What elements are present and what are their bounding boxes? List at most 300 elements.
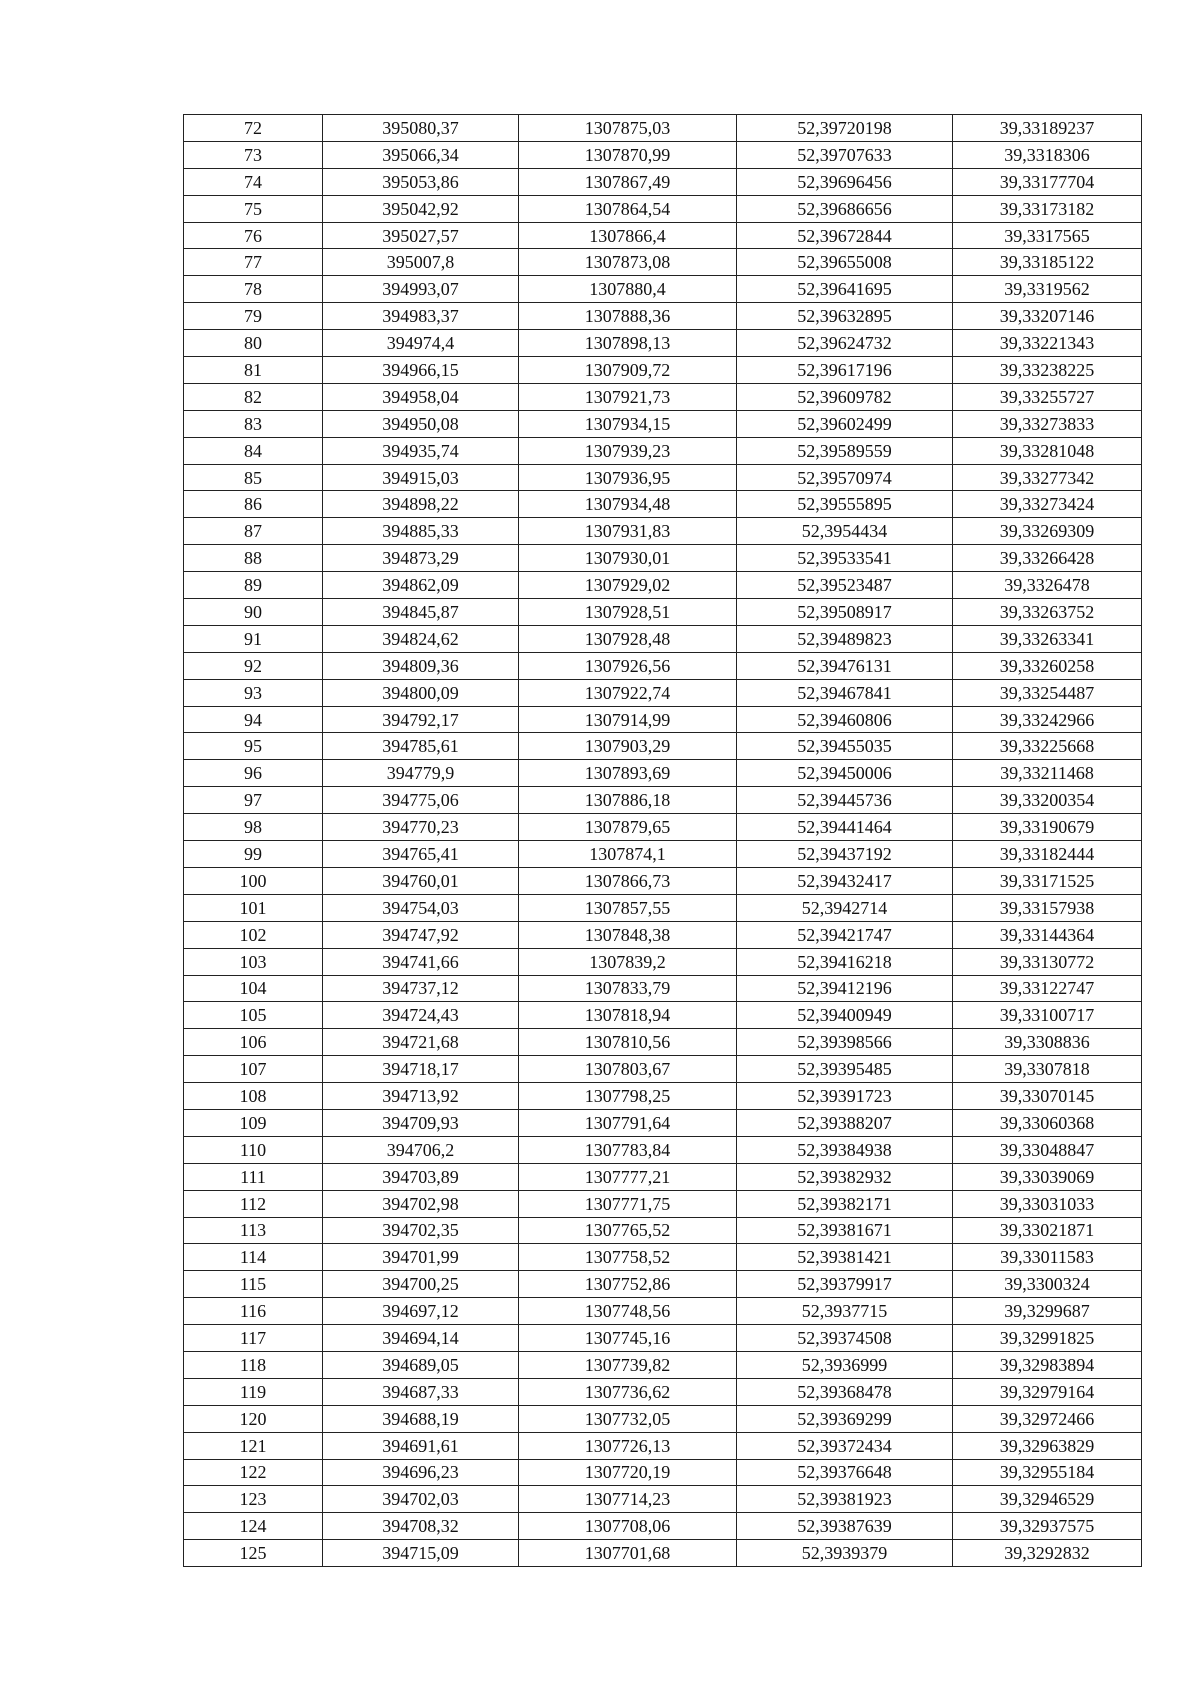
coordinates-table-body xyxy=(184,115,1142,1567)
y-coordinate-cell: 1307934,15 xyxy=(519,410,737,437)
latitude-cell: 52,39382171 xyxy=(737,1190,953,1217)
table-row xyxy=(184,518,1142,545)
table-row xyxy=(184,545,1142,572)
x-coordinate-cell: 394845,87 xyxy=(323,599,519,626)
latitude-cell: 52,39672844 xyxy=(737,222,953,249)
y-coordinate-cell: 1307726,13 xyxy=(519,1432,737,1459)
longitude-cell: 39,33281048 xyxy=(953,437,1142,464)
x-coordinate-cell: 394885,33 xyxy=(323,518,519,545)
latitude-cell: 52,39384938 xyxy=(737,1136,953,1163)
y-coordinate-cell: 1307748,56 xyxy=(519,1298,737,1325)
longitude-cell: 39,33177704 xyxy=(953,168,1142,195)
latitude-cell: 52,39602499 xyxy=(737,410,953,437)
point-number-cell: 97 xyxy=(184,787,323,814)
y-coordinate-cell: 1307866,4 xyxy=(519,222,737,249)
table-row xyxy=(184,1244,1142,1271)
y-coordinate-cell: 1307765,52 xyxy=(519,1217,737,1244)
latitude-cell: 52,39381923 xyxy=(737,1486,953,1513)
point-number-cell: 96 xyxy=(184,760,323,787)
y-coordinate-cell: 1307857,55 xyxy=(519,894,737,921)
longitude-cell: 39,33144364 xyxy=(953,921,1142,948)
longitude-cell: 39,33263341 xyxy=(953,625,1142,652)
latitude-cell: 52,39533541 xyxy=(737,545,953,572)
table-row xyxy=(184,1056,1142,1083)
y-coordinate-cell: 1307818,94 xyxy=(519,1002,737,1029)
latitude-cell: 52,39450006 xyxy=(737,760,953,787)
table-row xyxy=(184,625,1142,652)
y-coordinate-cell: 1307701,68 xyxy=(519,1540,737,1567)
point-number-cell: 78 xyxy=(184,276,323,303)
point-number-cell: 112 xyxy=(184,1190,323,1217)
table-row xyxy=(184,1029,1142,1056)
longitude-cell: 39,3318306 xyxy=(953,141,1142,168)
longitude-cell: 39,33031033 xyxy=(953,1190,1142,1217)
latitude-cell: 52,39655008 xyxy=(737,249,953,276)
longitude-cell: 39,3317565 xyxy=(953,222,1142,249)
table-row xyxy=(184,1351,1142,1378)
latitude-cell: 52,39382932 xyxy=(737,1163,953,1190)
latitude-cell: 52,39368478 xyxy=(737,1378,953,1405)
point-number-cell: 125 xyxy=(184,1540,323,1567)
longitude-cell: 39,3307818 xyxy=(953,1056,1142,1083)
longitude-cell: 39,33190679 xyxy=(953,814,1142,841)
x-coordinate-cell: 394747,92 xyxy=(323,921,519,948)
x-coordinate-cell: 394966,15 xyxy=(323,357,519,384)
longitude-cell: 39,33221343 xyxy=(953,330,1142,357)
y-coordinate-cell: 1307893,69 xyxy=(519,760,737,787)
longitude-cell: 39,33130772 xyxy=(953,948,1142,975)
x-coordinate-cell: 394696,23 xyxy=(323,1459,519,1486)
point-number-cell: 105 xyxy=(184,1002,323,1029)
table-row xyxy=(184,841,1142,868)
y-coordinate-cell: 1307714,23 xyxy=(519,1486,737,1513)
longitude-cell: 39,33157938 xyxy=(953,894,1142,921)
latitude-cell: 52,39476131 xyxy=(737,652,953,679)
latitude-cell: 52,39555895 xyxy=(737,491,953,518)
point-number-cell: 107 xyxy=(184,1056,323,1083)
y-coordinate-cell: 1307803,67 xyxy=(519,1056,737,1083)
point-number-cell: 76 xyxy=(184,222,323,249)
point-number-cell: 80 xyxy=(184,330,323,357)
point-number-cell: 114 xyxy=(184,1244,323,1271)
latitude-cell: 52,39460806 xyxy=(737,706,953,733)
latitude-cell: 52,39381421 xyxy=(737,1244,953,1271)
point-number-cell: 73 xyxy=(184,141,323,168)
x-coordinate-cell: 394983,37 xyxy=(323,303,519,330)
y-coordinate-cell: 1307936,95 xyxy=(519,464,737,491)
x-coordinate-cell: 394703,89 xyxy=(323,1163,519,1190)
latitude-cell: 52,39445736 xyxy=(737,787,953,814)
longitude-cell: 39,32972466 xyxy=(953,1405,1142,1432)
y-coordinate-cell: 1307732,05 xyxy=(519,1405,737,1432)
latitude-cell: 52,39376648 xyxy=(737,1459,953,1486)
table-row xyxy=(184,1298,1142,1325)
longitude-cell: 39,3308836 xyxy=(953,1029,1142,1056)
table-row xyxy=(184,599,1142,626)
y-coordinate-cell: 1307777,21 xyxy=(519,1163,737,1190)
latitude-cell: 52,39374508 xyxy=(737,1325,953,1352)
y-coordinate-cell: 1307926,56 xyxy=(519,652,737,679)
table-row xyxy=(184,1513,1142,1540)
latitude-cell: 52,39696456 xyxy=(737,168,953,195)
latitude-cell: 52,39398566 xyxy=(737,1029,953,1056)
y-coordinate-cell: 1307914,99 xyxy=(519,706,737,733)
x-coordinate-cell: 394993,07 xyxy=(323,276,519,303)
y-coordinate-cell: 1307870,99 xyxy=(519,141,737,168)
y-coordinate-cell: 1307736,62 xyxy=(519,1378,737,1405)
y-coordinate-cell: 1307928,51 xyxy=(519,599,737,626)
point-number-cell: 90 xyxy=(184,599,323,626)
point-number-cell: 124 xyxy=(184,1513,323,1540)
point-number-cell: 111 xyxy=(184,1163,323,1190)
point-number-cell: 103 xyxy=(184,948,323,975)
y-coordinate-cell: 1307939,23 xyxy=(519,437,737,464)
y-coordinate-cell: 1307791,64 xyxy=(519,1109,737,1136)
y-coordinate-cell: 1307720,19 xyxy=(519,1459,737,1486)
point-number-cell: 92 xyxy=(184,652,323,679)
y-coordinate-cell: 1307880,4 xyxy=(519,276,737,303)
latitude-cell: 52,39609782 xyxy=(737,383,953,410)
point-number-cell: 91 xyxy=(184,625,323,652)
table-row xyxy=(184,168,1142,195)
latitude-cell: 52,39632895 xyxy=(737,303,953,330)
x-coordinate-cell: 394688,19 xyxy=(323,1405,519,1432)
x-coordinate-cell: 394974,4 xyxy=(323,330,519,357)
table-row xyxy=(184,141,1142,168)
x-coordinate-cell: 394785,61 xyxy=(323,733,519,760)
table-row xyxy=(184,249,1142,276)
x-coordinate-cell: 394862,09 xyxy=(323,572,519,599)
longitude-cell: 39,33225668 xyxy=(953,733,1142,760)
longitude-cell: 39,33173182 xyxy=(953,195,1142,222)
x-coordinate-cell: 394691,61 xyxy=(323,1432,519,1459)
longitude-cell: 39,33189237 xyxy=(953,115,1142,142)
y-coordinate-cell: 1307833,79 xyxy=(519,975,737,1002)
longitude-cell: 39,32983894 xyxy=(953,1351,1142,1378)
y-coordinate-cell: 1307752,86 xyxy=(519,1271,737,1298)
point-number-cell: 84 xyxy=(184,437,323,464)
y-coordinate-cell: 1307783,84 xyxy=(519,1136,737,1163)
y-coordinate-cell: 1307922,74 xyxy=(519,679,737,706)
x-coordinate-cell: 394760,01 xyxy=(323,867,519,894)
table-row xyxy=(184,330,1142,357)
longitude-cell: 39,3319562 xyxy=(953,276,1142,303)
point-number-cell: 109 xyxy=(184,1109,323,1136)
y-coordinate-cell: 1307739,82 xyxy=(519,1351,737,1378)
table-row xyxy=(184,1271,1142,1298)
latitude-cell: 52,39400949 xyxy=(737,1002,953,1029)
x-coordinate-cell: 394697,12 xyxy=(323,1298,519,1325)
latitude-cell: 52,39388207 xyxy=(737,1109,953,1136)
x-coordinate-cell: 394775,06 xyxy=(323,787,519,814)
longitude-cell: 39,33100717 xyxy=(953,1002,1142,1029)
point-number-cell: 117 xyxy=(184,1325,323,1352)
latitude-cell: 52,3937715 xyxy=(737,1298,953,1325)
y-coordinate-cell: 1307931,83 xyxy=(519,518,737,545)
x-coordinate-cell: 394765,41 xyxy=(323,841,519,868)
x-coordinate-cell: 394715,09 xyxy=(323,1540,519,1567)
table-row xyxy=(184,1432,1142,1459)
x-coordinate-cell: 395027,57 xyxy=(323,222,519,249)
latitude-cell: 52,39570974 xyxy=(737,464,953,491)
y-coordinate-cell: 1307866,73 xyxy=(519,867,737,894)
table-row xyxy=(184,1109,1142,1136)
latitude-cell: 52,39508917 xyxy=(737,599,953,626)
longitude-cell: 39,33048847 xyxy=(953,1136,1142,1163)
y-coordinate-cell: 1307839,2 xyxy=(519,948,737,975)
x-coordinate-cell: 394718,17 xyxy=(323,1056,519,1083)
y-coordinate-cell: 1307708,06 xyxy=(519,1513,737,1540)
x-coordinate-cell: 394800,09 xyxy=(323,679,519,706)
point-number-cell: 81 xyxy=(184,357,323,384)
longitude-cell: 39,33266428 xyxy=(953,545,1142,572)
y-coordinate-cell: 1307758,52 xyxy=(519,1244,737,1271)
longitude-cell: 39,33039069 xyxy=(953,1163,1142,1190)
table-row xyxy=(184,115,1142,142)
latitude-cell: 52,39369299 xyxy=(737,1405,953,1432)
table-row xyxy=(184,1217,1142,1244)
point-number-cell: 85 xyxy=(184,464,323,491)
table-row xyxy=(184,1459,1142,1486)
table-row xyxy=(184,1163,1142,1190)
table-row xyxy=(184,383,1142,410)
point-number-cell: 89 xyxy=(184,572,323,599)
y-coordinate-cell: 1307934,48 xyxy=(519,491,737,518)
point-number-cell: 83 xyxy=(184,410,323,437)
y-coordinate-cell: 1307810,56 xyxy=(519,1029,737,1056)
x-coordinate-cell: 394702,03 xyxy=(323,1486,519,1513)
point-number-cell: 98 xyxy=(184,814,323,841)
table-row xyxy=(184,975,1142,1002)
y-coordinate-cell: 1307771,75 xyxy=(519,1190,737,1217)
point-number-cell: 75 xyxy=(184,195,323,222)
point-number-cell: 88 xyxy=(184,545,323,572)
point-number-cell: 108 xyxy=(184,1083,323,1110)
table-row xyxy=(184,1083,1142,1110)
x-coordinate-cell: 394824,62 xyxy=(323,625,519,652)
x-coordinate-cell: 394701,99 xyxy=(323,1244,519,1271)
point-number-cell: 115 xyxy=(184,1271,323,1298)
latitude-cell: 52,39437192 xyxy=(737,841,953,868)
x-coordinate-cell: 395053,86 xyxy=(323,168,519,195)
latitude-cell: 52,39523487 xyxy=(737,572,953,599)
y-coordinate-cell: 1307867,49 xyxy=(519,168,737,195)
latitude-cell: 52,39421747 xyxy=(737,921,953,948)
table-row xyxy=(184,706,1142,733)
point-number-cell: 116 xyxy=(184,1298,323,1325)
longitude-cell: 39,33260258 xyxy=(953,652,1142,679)
x-coordinate-cell: 395042,92 xyxy=(323,195,519,222)
table-row xyxy=(184,437,1142,464)
latitude-cell: 52,39432417 xyxy=(737,867,953,894)
table-row xyxy=(184,1486,1142,1513)
latitude-cell: 52,39467841 xyxy=(737,679,953,706)
y-coordinate-cell: 1307879,65 xyxy=(519,814,737,841)
longitude-cell: 39,33242966 xyxy=(953,706,1142,733)
latitude-cell: 52,39624732 xyxy=(737,330,953,357)
y-coordinate-cell: 1307898,13 xyxy=(519,330,737,357)
x-coordinate-cell: 394724,43 xyxy=(323,1002,519,1029)
table-row xyxy=(184,1378,1142,1405)
y-coordinate-cell: 1307875,03 xyxy=(519,115,737,142)
x-coordinate-cell: 394950,08 xyxy=(323,410,519,437)
y-coordinate-cell: 1307930,01 xyxy=(519,545,737,572)
longitude-cell: 39,33021871 xyxy=(953,1217,1142,1244)
table-row xyxy=(184,491,1142,518)
longitude-cell: 39,32979164 xyxy=(953,1378,1142,1405)
table-row xyxy=(184,814,1142,841)
x-coordinate-cell: 394741,66 xyxy=(323,948,519,975)
table-row xyxy=(184,760,1142,787)
x-coordinate-cell: 394792,17 xyxy=(323,706,519,733)
longitude-cell: 39,33182444 xyxy=(953,841,1142,868)
longitude-cell: 39,33171525 xyxy=(953,867,1142,894)
table-row xyxy=(184,1190,1142,1217)
y-coordinate-cell: 1307929,02 xyxy=(519,572,737,599)
x-coordinate-cell: 394702,98 xyxy=(323,1190,519,1217)
point-number-cell: 102 xyxy=(184,921,323,948)
longitude-cell: 39,33011583 xyxy=(953,1244,1142,1271)
point-number-cell: 93 xyxy=(184,679,323,706)
latitude-cell: 52,39686656 xyxy=(737,195,953,222)
table-row xyxy=(184,1405,1142,1432)
latitude-cell: 52,39707633 xyxy=(737,141,953,168)
y-coordinate-cell: 1307798,25 xyxy=(519,1083,737,1110)
y-coordinate-cell: 1307848,38 xyxy=(519,921,737,948)
point-number-cell: 122 xyxy=(184,1459,323,1486)
point-number-cell: 95 xyxy=(184,733,323,760)
y-coordinate-cell: 1307888,36 xyxy=(519,303,737,330)
table-row xyxy=(184,357,1142,384)
longitude-cell: 39,33255727 xyxy=(953,383,1142,410)
latitude-cell: 52,3942714 xyxy=(737,894,953,921)
latitude-cell: 52,39589559 xyxy=(737,437,953,464)
table-row xyxy=(184,921,1142,948)
x-coordinate-cell: 394694,14 xyxy=(323,1325,519,1352)
longitude-cell: 39,32937575 xyxy=(953,1513,1142,1540)
latitude-cell: 52,39387639 xyxy=(737,1513,953,1540)
longitude-cell: 39,33070145 xyxy=(953,1083,1142,1110)
longitude-cell: 39,33277342 xyxy=(953,464,1142,491)
table-row xyxy=(184,787,1142,814)
table-row xyxy=(184,195,1142,222)
y-coordinate-cell: 1307909,72 xyxy=(519,357,737,384)
longitude-cell: 39,33238225 xyxy=(953,357,1142,384)
longitude-cell: 39,33060368 xyxy=(953,1109,1142,1136)
longitude-cell: 39,33269309 xyxy=(953,518,1142,545)
x-coordinate-cell: 394721,68 xyxy=(323,1029,519,1056)
longitude-cell: 39,32991825 xyxy=(953,1325,1142,1352)
point-number-cell: 110 xyxy=(184,1136,323,1163)
longitude-cell: 39,33207146 xyxy=(953,303,1142,330)
coordinates-table xyxy=(183,114,1142,1567)
point-number-cell: 123 xyxy=(184,1486,323,1513)
x-coordinate-cell: 394935,74 xyxy=(323,437,519,464)
latitude-cell: 52,39489823 xyxy=(737,625,953,652)
longitude-cell: 39,3326478 xyxy=(953,572,1142,599)
point-number-cell: 113 xyxy=(184,1217,323,1244)
y-coordinate-cell: 1307928,48 xyxy=(519,625,737,652)
table-row xyxy=(184,867,1142,894)
longitude-cell: 39,32946529 xyxy=(953,1486,1142,1513)
table-row xyxy=(184,733,1142,760)
latitude-cell: 52,39455035 xyxy=(737,733,953,760)
table-row xyxy=(184,572,1142,599)
table-row xyxy=(184,276,1142,303)
point-number-cell: 87 xyxy=(184,518,323,545)
x-coordinate-cell: 395007,8 xyxy=(323,249,519,276)
longitude-cell: 39,32963829 xyxy=(953,1432,1142,1459)
table-row xyxy=(184,894,1142,921)
longitude-cell: 39,33211468 xyxy=(953,760,1142,787)
x-coordinate-cell: 394898,22 xyxy=(323,491,519,518)
latitude-cell: 52,39720198 xyxy=(737,115,953,142)
point-number-cell: 79 xyxy=(184,303,323,330)
latitude-cell: 52,39372434 xyxy=(737,1432,953,1459)
y-coordinate-cell: 1307903,29 xyxy=(519,733,737,760)
table-row xyxy=(184,948,1142,975)
table-row xyxy=(184,303,1142,330)
x-coordinate-cell: 394915,03 xyxy=(323,464,519,491)
longitude-cell: 39,33273424 xyxy=(953,491,1142,518)
longitude-cell: 39,33200354 xyxy=(953,787,1142,814)
point-number-cell: 77 xyxy=(184,249,323,276)
longitude-cell: 39,32955184 xyxy=(953,1459,1142,1486)
x-coordinate-cell: 394713,92 xyxy=(323,1083,519,1110)
point-number-cell: 101 xyxy=(184,894,323,921)
table-row xyxy=(184,410,1142,437)
x-coordinate-cell: 394708,32 xyxy=(323,1513,519,1540)
y-coordinate-cell: 1307921,73 xyxy=(519,383,737,410)
table-row xyxy=(184,679,1142,706)
latitude-cell: 52,39617196 xyxy=(737,357,953,384)
point-number-cell: 121 xyxy=(184,1432,323,1459)
longitude-cell: 39,33263752 xyxy=(953,599,1142,626)
point-number-cell: 119 xyxy=(184,1378,323,1405)
table-row xyxy=(184,1325,1142,1352)
x-coordinate-cell: 394809,36 xyxy=(323,652,519,679)
point-number-cell: 86 xyxy=(184,491,323,518)
latitude-cell: 52,39381671 xyxy=(737,1217,953,1244)
table-row xyxy=(184,652,1142,679)
longitude-cell: 39,33122747 xyxy=(953,975,1142,1002)
table-row xyxy=(184,1136,1142,1163)
point-number-cell: 120 xyxy=(184,1405,323,1432)
x-coordinate-cell: 394709,93 xyxy=(323,1109,519,1136)
point-number-cell: 94 xyxy=(184,706,323,733)
latitude-cell: 52,3954434 xyxy=(737,518,953,545)
x-coordinate-cell: 394700,25 xyxy=(323,1271,519,1298)
x-coordinate-cell: 394689,05 xyxy=(323,1351,519,1378)
x-coordinate-cell: 394779,9 xyxy=(323,760,519,787)
latitude-cell: 52,3936999 xyxy=(737,1351,953,1378)
latitude-cell: 52,39441464 xyxy=(737,814,953,841)
table-row xyxy=(184,1540,1142,1567)
y-coordinate-cell: 1307886,18 xyxy=(519,787,737,814)
longitude-cell: 39,3300324 xyxy=(953,1271,1142,1298)
x-coordinate-cell: 394702,35 xyxy=(323,1217,519,1244)
longitude-cell: 39,33273833 xyxy=(953,410,1142,437)
longitude-cell: 39,3299687 xyxy=(953,1298,1142,1325)
longitude-cell: 39,33185122 xyxy=(953,249,1142,276)
longitude-cell: 39,3292832 xyxy=(953,1540,1142,1567)
table-row xyxy=(184,1002,1142,1029)
x-coordinate-cell: 394706,2 xyxy=(323,1136,519,1163)
y-coordinate-cell: 1307745,16 xyxy=(519,1325,737,1352)
x-coordinate-cell: 394770,23 xyxy=(323,814,519,841)
latitude-cell: 52,3939379 xyxy=(737,1540,953,1567)
x-coordinate-cell: 394873,29 xyxy=(323,545,519,572)
